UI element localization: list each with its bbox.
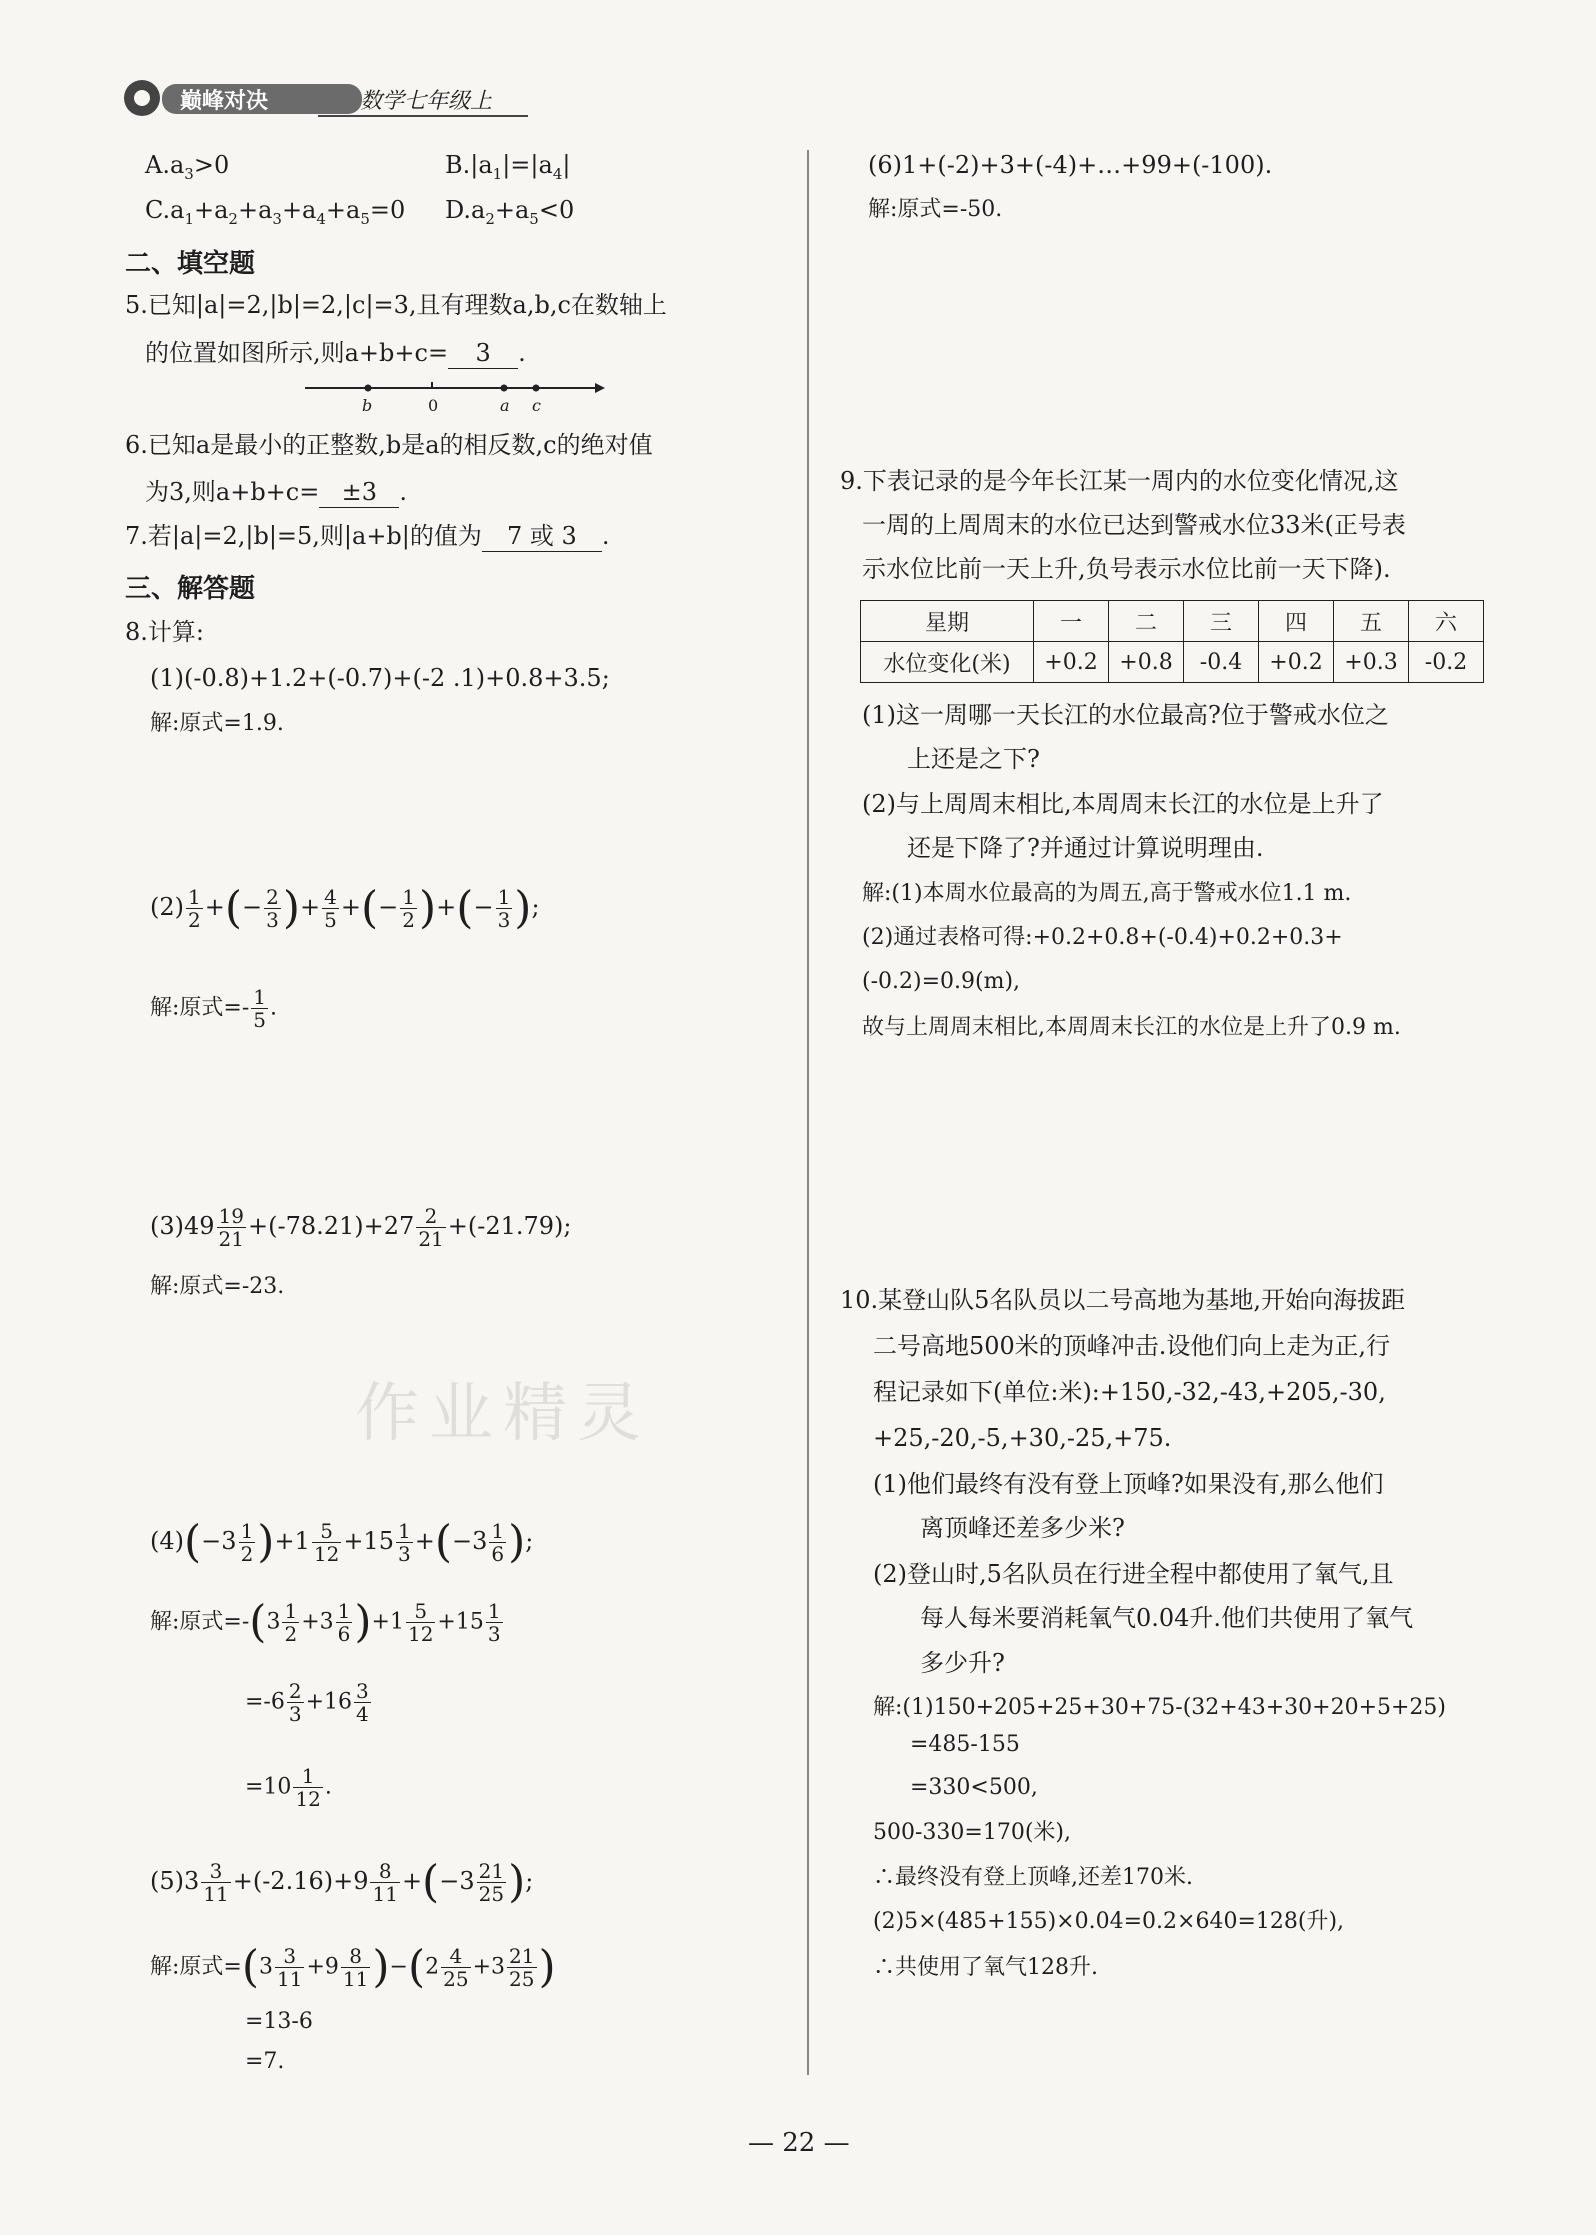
q4-option-b: $B.|a_1|=|a_4|$ <box>445 151 571 183</box>
q9-solution-3: (-0.2)=0.9(m), <box>862 969 1021 994</box>
q8-part2: (2) $\frac{1}{2}$ +(− $\frac{2}{3}$ )+ $\frac{4}{5}$ +(− $\frac{1}{2}$ )+(− $\frac{1}{3}$ ); <box>150 882 540 934</box>
q10-solution-6: (2)5×(485+155)×0.04=0.2×640=128(升), <box>873 1909 1345 1934</box>
table-cell: 二 <box>1109 601 1184 642</box>
q10-text-2: 二号高地500米的顶峰冲击.设他们向上走为正,行 <box>873 1332 1391 1360</box>
table-cell: 五 <box>1334 601 1409 642</box>
table-cell: +0.2 <box>1034 642 1109 683</box>
q9-text-2: 一周的上周周末的水位已达到警戒水位33米(正号表 <box>862 511 1406 539</box>
number-line-label-b: b <box>362 396 373 415</box>
q6-text-1: 6.已知a是最小的正整数,b是a的相反数,c的绝对值 <box>125 431 653 459</box>
q8-part4-line3: =10 $\frac{1}{12}$ . <box>245 1764 332 1811</box>
q8-part6-solution: 解:原式=-50. <box>868 197 1003 222</box>
q8-title: 8.计算: <box>125 618 204 646</box>
q10-sub2-c: 多少升? <box>920 1649 1005 1677</box>
table-cell: +0.8 <box>1109 642 1184 683</box>
point-c <box>533 385 540 392</box>
q9-sub1-b: 上还是之下? <box>907 745 1040 773</box>
q8-part2-solution: 解:原式=- $\frac{1}{5}$ . <box>150 985 278 1032</box>
q5-answer: 3 <box>448 338 518 369</box>
q9-sub1-a: (1)这一周哪一天长江的水位最高?位于警戒水位之 <box>862 701 1389 729</box>
q4-option-a: $A.a_3>0$ <box>145 151 230 183</box>
section-fill-heading: 二、填空题 <box>125 249 256 279</box>
q8-part1: (1)(-0.8)+1.2+(-0.7)+(-2 .1)+0.8+3.5; <box>150 664 610 692</box>
table-cell: 三 <box>1184 601 1259 642</box>
table-cell: 水位变化(米) <box>861 642 1034 683</box>
table-cell: -0.2 <box>1409 642 1484 683</box>
watermark: 作业精灵 <box>355 1377 651 1451</box>
number-line-label-0: 0 <box>428 396 439 415</box>
table-cell: 星期 <box>861 601 1034 642</box>
q8-part5-solution: 解:原式=(3 $\frac{3}{11}$ +9 $\frac{8}{11}$ )−(2 $\frac{4}{25}$ +3 $\frac{21}{25}$ ) <box>150 1941 556 1993</box>
page-number: — 22 — <box>748 2128 850 2158</box>
q8-part4: (4)(−3 $\frac{1}{2}$ )+1 $\frac{5}{12}$ +15 $\frac{1}{3}$ +(−3 $\frac{1}{6}$ ); <box>150 1516 534 1568</box>
q10-solution-4: 500-330=170(米), <box>873 1820 1072 1845</box>
q6-answer: ±3 <box>319 477 399 508</box>
q5-text-2: 的位置如图所示,则a+b+c= 3 . <box>145 339 526 367</box>
table-cell: 一 <box>1034 601 1109 642</box>
number-line-label-a: a <box>500 396 510 415</box>
q8-part5: (5)3 $\frac{3}{11}$ +(-2.16)+9 $\frac{8}{11}$ +(−3 $\frac{21}{25}$ ); <box>150 1856 534 1908</box>
q7-text: 7.若|a|=2,|b|=5,则|a+b|的值为 7 或 3 . <box>125 522 610 550</box>
number-line <box>300 378 610 424</box>
q10-solution-7: ∴共使用了氧气128升. <box>873 1955 1098 1980</box>
water-level-table <box>860 600 1484 683</box>
q10-sub1-b: 离顶峰还差多少米? <box>920 1514 1125 1542</box>
q9-text-1: 9.下表记录的是今年长江某一周内的水位变化情况,这 <box>840 467 1399 495</box>
q8-part4-line2: =-6 $\frac{2}{3}$ +16 $\frac{3}{4}$ <box>245 1679 369 1726</box>
q10-text-1: 10.某登山队5名队员以二号高地为基地,开始向海拔距 <box>840 1286 1406 1314</box>
q8-part5-line2: =13-6 <box>245 2009 313 2034</box>
q9-solution-1: 解:(1)本周水位最高的为周五,高于警戒水位1.1 m. <box>862 881 1352 906</box>
q8-part4-solution: 解:原式=-(3 $\frac{1}{2}$ +3 $\frac{1}{6}$ )+1 $\frac{5}{12}$ +15 $\frac{1}{3}$ <box>150 1596 501 1648</box>
q10-sub2-a: (2)登山时,5名队员在行进全程中都使用了氧气,且 <box>873 1560 1394 1588</box>
table-row <box>861 642 1484 683</box>
table-cell: 六 <box>1409 601 1484 642</box>
q10-text-3: 程记录如下(单位:米):+150,-32,-43,+205,-30, <box>873 1378 1386 1406</box>
section-answer-heading: 三、解答题 <box>125 574 256 604</box>
q10-sub2-b: 每人每米要消耗氧气0.04升.他们共使用了氧气 <box>920 1604 1414 1632</box>
table-cell: 四 <box>1259 601 1334 642</box>
q9-solution-4: 故与上周周末相比,本周周末长江的水位是上升了0.9 m. <box>862 1015 1401 1040</box>
q9-solution-2: (2)通过表格可得:+0.2+0.8+(-0.4)+0.2+0.3+ <box>862 925 1343 950</box>
q4-option-d: $D.a_2+a_5<0$ <box>445 196 575 228</box>
q10-solution-3: =330<500, <box>910 1775 1038 1800</box>
number-line-label-c: c <box>532 396 541 415</box>
q9-text-3: 示水位比前一天上升,负号表示水位比前一天下降). <box>862 555 1391 583</box>
q7-answer: 7 或 3 <box>482 521 602 552</box>
q8-part3-solution: 解:原式=-23. <box>150 1274 285 1299</box>
subject-title: 数学七年级上 <box>360 89 493 114</box>
q10-text-4: +25,-20,-5,+30,-25,+75. <box>873 1424 1172 1452</box>
table-cell: -0.4 <box>1184 642 1259 683</box>
header <box>118 72 528 120</box>
point-a <box>501 385 508 392</box>
q8-part5-line3: =7. <box>245 2049 285 2074</box>
q9-sub2-b: 还是下降了?并通过计算说明理由. <box>907 834 1264 862</box>
q6-text-2: 为3,则a+b+c= ±3 . <box>145 478 407 506</box>
q10-solution-5: ∴最终没有登上顶峰,还差170米. <box>873 1865 1193 1890</box>
q10-solution-1: 解:(1)150+205+25+30+75-(32+43+30+20+5+25) <box>873 1695 1447 1720</box>
q5-text-1: 5.已知|a|=2,|b|=2,|c|=3,且有理数a,b,c在数轴上 <box>125 291 667 319</box>
q4-option-c: $C.a_1+a_2+a_3+a_4+a_5=0$ <box>145 196 406 228</box>
series-title: 巅峰对决 <box>180 89 269 114</box>
point-b <box>365 385 372 392</box>
table-cell: +0.3 <box>1334 642 1409 683</box>
q10-sub1-a: (1)他们最终有没有登上顶峰?如果没有,那么他们 <box>873 1470 1384 1498</box>
table-cell: +0.2 <box>1259 642 1334 683</box>
q8-part1-solution: 解:原式=1.9. <box>150 711 284 736</box>
table-header-row <box>861 601 1484 642</box>
q8-part3: (3)49 $\frac{19}{21}$ +(-78.21)+27 $\frac{2}{21}$ +(-21.79); <box>150 1204 572 1251</box>
q9-sub2-a: (2)与上周周末相比,本周周末长江的水位是上升了 <box>862 790 1384 818</box>
q8-part6: (6)1+(-2)+3+(-4)+…+99+(-100). <box>868 151 1273 179</box>
q10-solution-2: =485-155 <box>910 1732 1020 1757</box>
column-divider <box>807 150 809 2075</box>
